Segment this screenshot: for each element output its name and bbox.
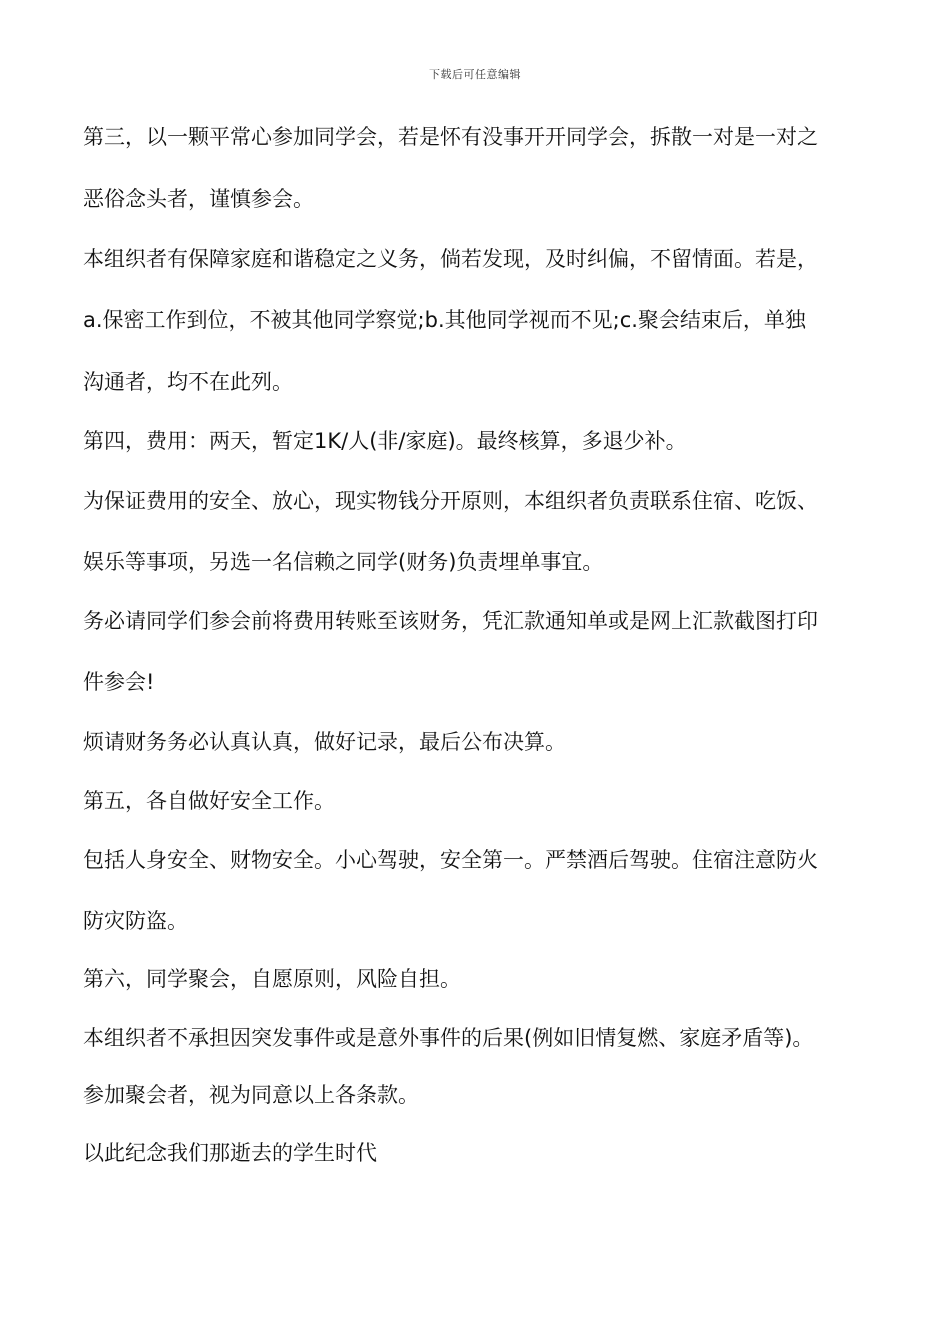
paragraph-line: 本组织者有保障家庭和谐稳定之义务，倘若发现，及时纠偏，不留情面。若是， [83, 247, 818, 271]
paragraph-line: 第四，费用：两天，暂定1K/人(非/家庭)。最终核算，多退少补。 [83, 429, 687, 453]
paragraph-line: 防灾防盗。 [83, 909, 188, 933]
paragraph-line: 以此纪念我们那逝去的学生时代 [83, 1141, 377, 1165]
page-header: 下载后可任意编辑 [429, 68, 521, 81]
paragraph-line: 第三，以一颗平常心参加同学会，若是怀有没事开开同学会，拆散一对是一对之 [83, 125, 818, 149]
paragraph-line: 恶俗念头者，谨慎参会。 [83, 187, 314, 211]
paragraph-line: a.保密工作到位，不被其他同学察觉;b.其他同学视而不见;c.聚会结束后，单独 [83, 308, 806, 332]
paragraph-line: 本组织者不承担因突发事件或是意外事件的后果(例如旧情复燃、家庭矛盾等)。 [83, 1026, 814, 1050]
paragraph-line: 第六，同学聚会，自愿原则，风险自担。 [83, 967, 461, 991]
paragraph-line: 件参会! [83, 670, 155, 694]
paragraph-line: 为保证费用的安全、放心，现实物钱分开原则，本组织者负责联系住宿、吃饭、 [83, 489, 818, 513]
paragraph-line: 烦请财务务必认真认真，做好记录，最后公布决算。 [83, 730, 566, 754]
paragraph-line: 包括人身安全、财物安全。小心驾驶，安全第一。严禁酒后驾驶。住宿注意防火 [83, 848, 818, 872]
paragraph-line: 沟通者，均不在此列。 [83, 370, 293, 394]
paragraph-line: 娱乐等事项，另选一名信赖之同学(财务)负责埋单事宜。 [83, 550, 604, 574]
paragraph-line: 第五，各自做好安全工作。 [83, 789, 335, 813]
paragraph-line: 务必请同学们参会前将费用转账至该财务，凭汇款通知单或是网上汇款截图打印 [83, 609, 818, 633]
paragraph-line: 参加聚会者，视为同意以上各条款。 [83, 1083, 419, 1107]
